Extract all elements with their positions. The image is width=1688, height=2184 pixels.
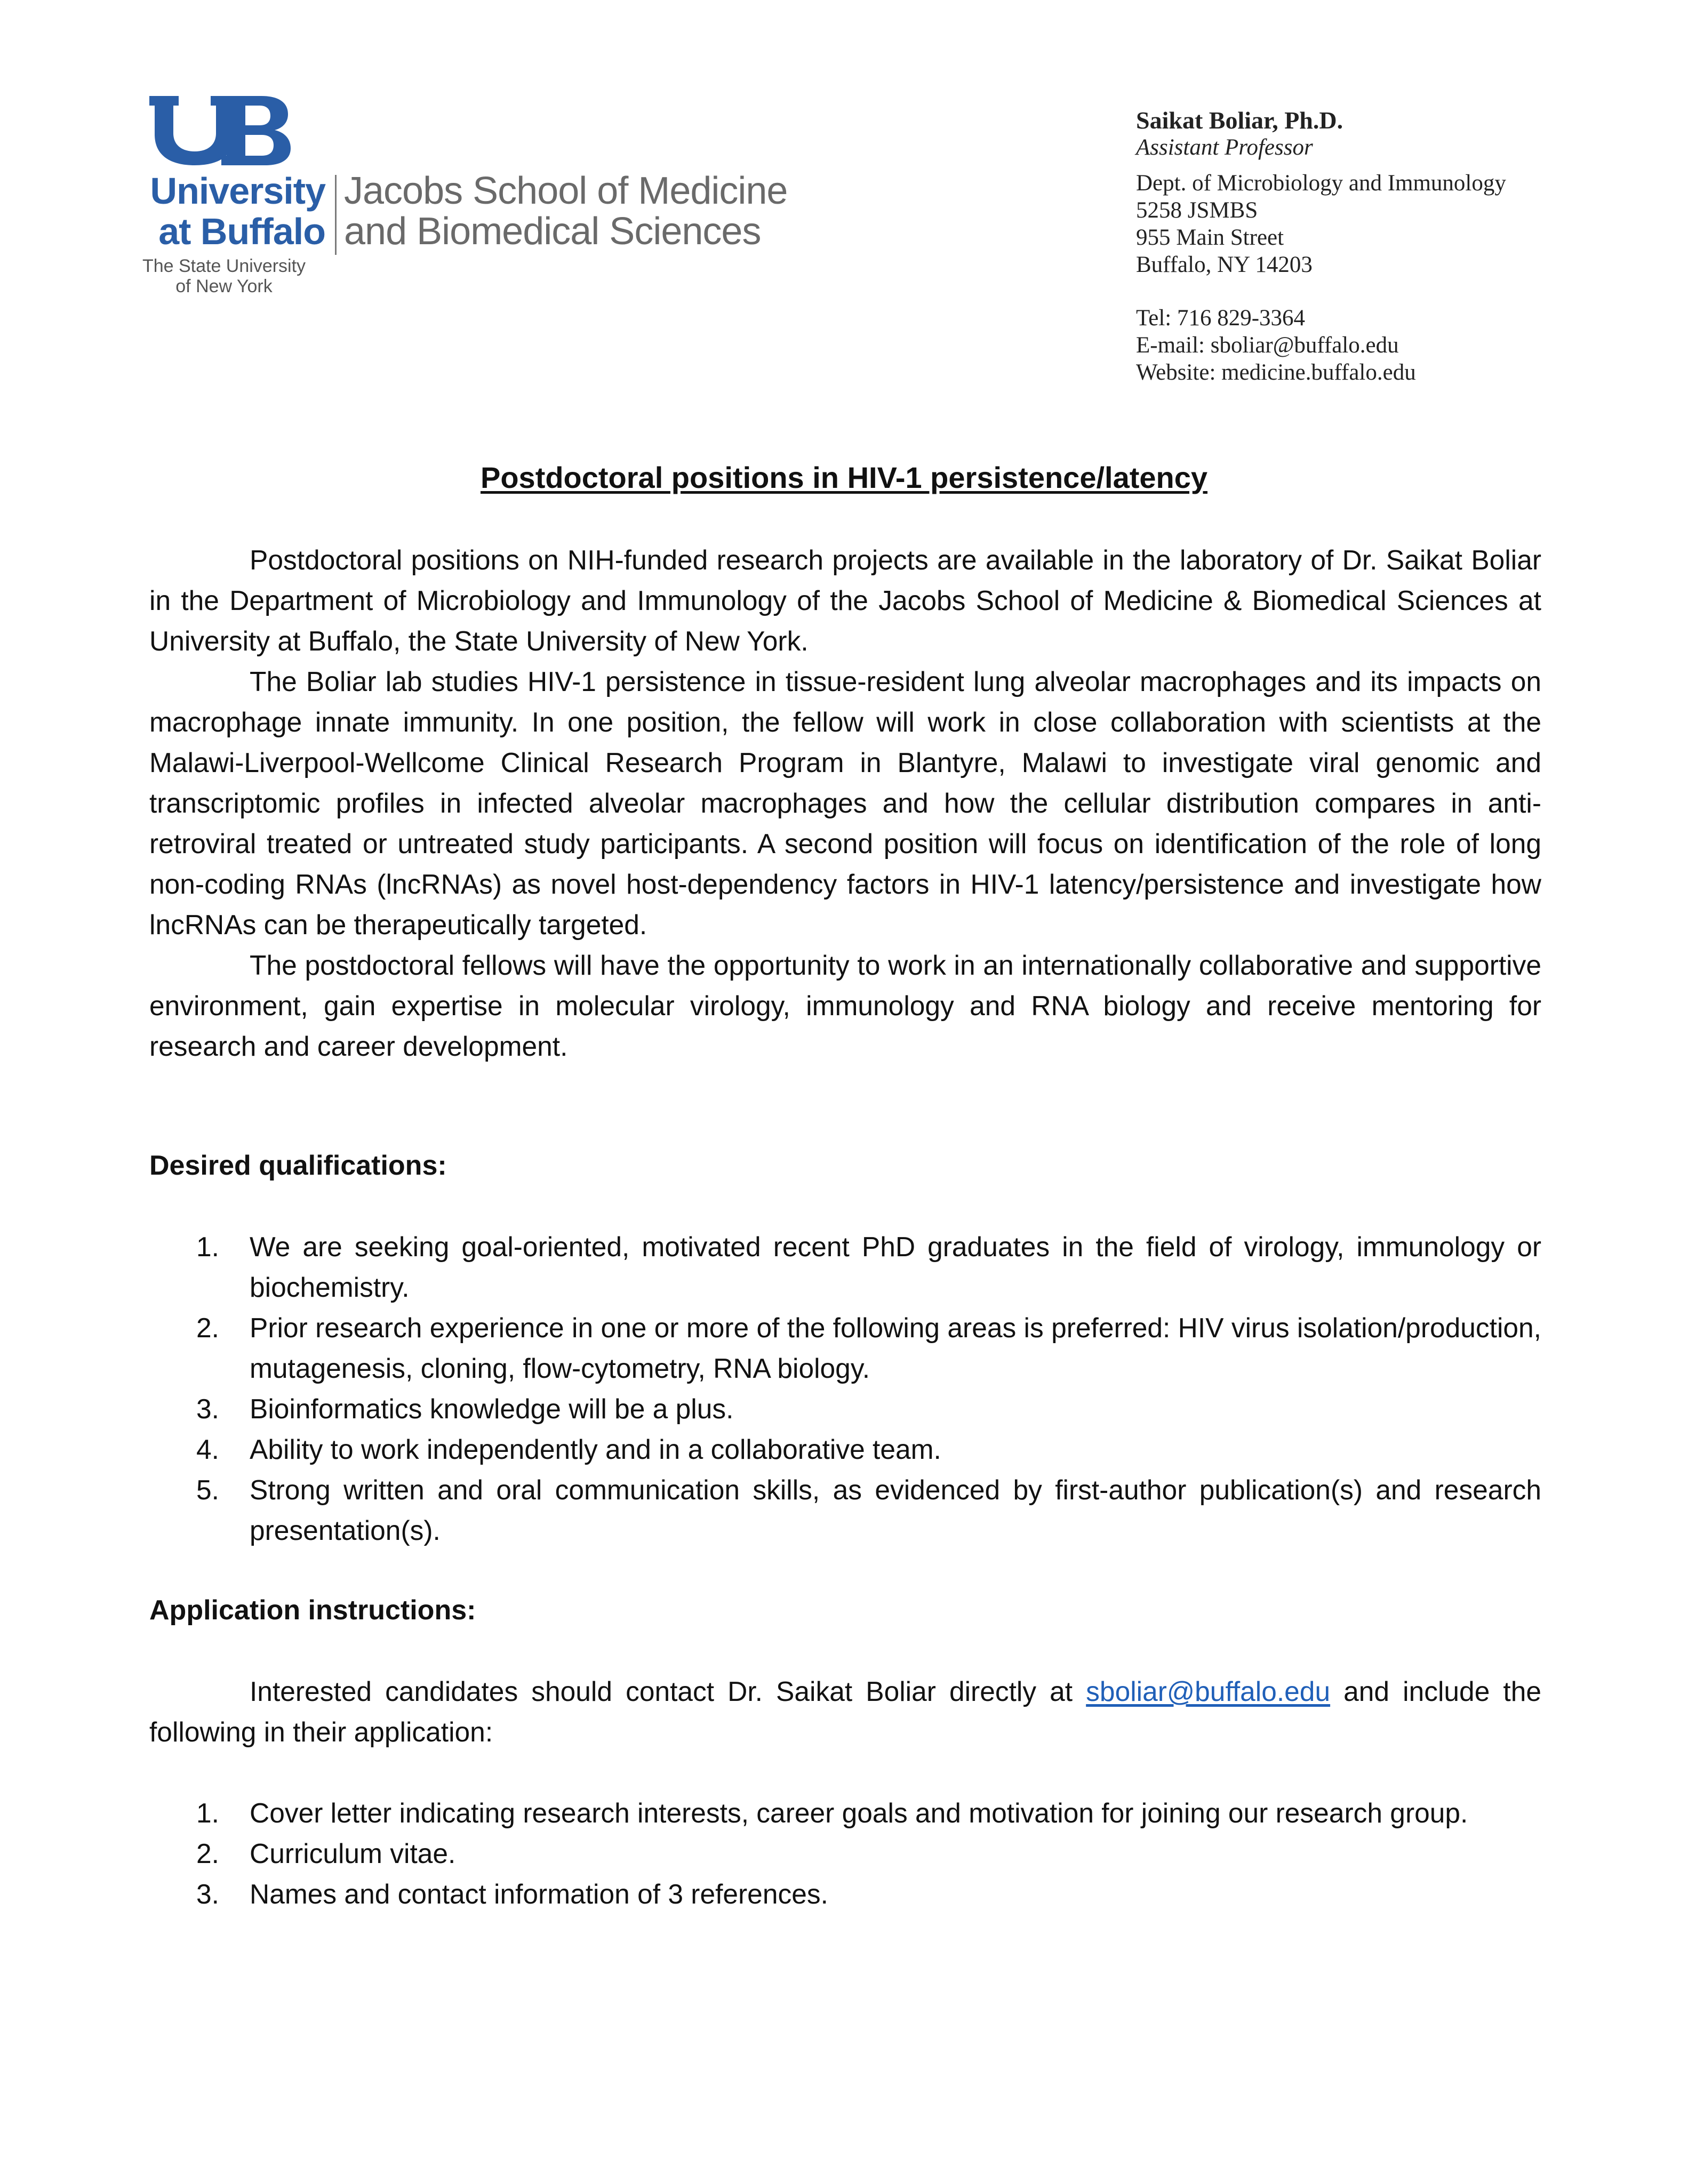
logo-line-2: at Buffalo <box>158 211 325 252</box>
list-item <box>149 1833 1541 1874</box>
application-item-text: Curriculum vitae. <box>250 1838 456 1869</box>
contact-room: 5258 JSMBS <box>1136 198 1258 223</box>
logo-line-1: University <box>150 170 325 212</box>
application-intro-section <box>149 1671 1541 1752</box>
qualification-text: We are seeking goal-oriented, motivated recent PhD graduates in the field of virology, immunology or biochemistry. <box>250 1231 1541 1303</box>
opportunity-paragraph: The postdoctoral fellows will have the opportunity to work in an internationally collaborative and supportive environment, gain expertise in molecular virology, immunology and RNA biology and receive mentoring for research and career development. <box>149 950 1541 1062</box>
application-intro <box>149 1671 1541 1752</box>
application-item-text: Cover letter indicating research interests, career goals and motivation for joining our research group. <box>250 1797 1468 1828</box>
list-number: 3. <box>196 1878 219 1909</box>
logo-school-line-2: and Biomedical Sciences <box>344 210 761 253</box>
list-item <box>149 1470 1541 1551</box>
logo-sub-line-2: of New York <box>175 276 273 296</box>
qualification-text: Ability to work independently and in a collaborative team. <box>250 1434 941 1465</box>
application-item-text: Names and contact information of 3 references. <box>250 1878 828 1909</box>
list-number: 1. <box>196 1797 219 1828</box>
contact-name: Saikat Boliar, Ph.D. <box>1136 107 1343 134</box>
contact-dept: Dept. of Microbiology and Immunology <box>1136 171 1506 196</box>
lab-description-paragraph: The Boliar lab studies HIV-1 persistence in tissue-resident lung alveolar macrophages and its impacts on macrophage innate immunity. In one position, the fellow will work in close collaboration with scientists at the Malawi-Liverpool-Wellcome Clinical Research Program in Blantyre, Malawi to investigate viral genomic and transcriptomic profiles in infected alveolar macrophages and how the cellular distribution compares in anti-retroviral treated or untreated study participants. A second position will focus on identification of the role of long non-coding RNAs (lncRNAs) as novel host-dependency factors in HIV-1 latency/persistence and investigate how lncRNAs can be therapeutically targeted. <box>149 666 1541 940</box>
logo-sub-line-1: The State University <box>142 256 306 276</box>
qualification-text: Strong written and oral communication skills, as evidenced by first-author publication(s) and research presentation(s). <box>250 1474 1541 1546</box>
application-heading: Application instructions: <box>149 1595 476 1626</box>
contact-tel: Tel: 716 829-3364 <box>1136 306 1306 331</box>
application-intro-after: and include the following in their application: <box>149 1676 1541 1747</box>
list-number: 1. <box>196 1231 219 1262</box>
list-item <box>149 1793 1541 1833</box>
contact-street: 955 Main Street <box>1136 225 1284 250</box>
list-number: 2. <box>196 1312 219 1343</box>
list-item <box>149 1226 1541 1307</box>
contact-email: E-mail: sboliar@buffalo.edu <box>1136 333 1399 358</box>
intro-paragraph: Postdoctoral positions on NIH-funded research projects are available in the laboratory of Dr. Saikat Boliar in the Department of Microbiology and Immunology of the Jacobs School of Medicine & Biomedical Sciences at University at Buffalo, the State University of New York. <box>149 544 1541 656</box>
ub-monogram-icon <box>147 96 291 165</box>
qualifications-heading: Desired qualifications: <box>149 1150 447 1181</box>
list-item <box>149 1429 1541 1470</box>
qualification-text: Prior research experience in one or more of the following areas is preferred: HIV virus isolation/production, mutagenesis, cloning, flow-cytometry, RNA biology. <box>250 1312 1541 1384</box>
list-number: 4. <box>196 1434 219 1465</box>
list-number: 5. <box>196 1474 219 1505</box>
list-item <box>149 1388 1541 1429</box>
email-link[interactable]: sboliar@buffalo.edu <box>1086 1676 1331 1707</box>
qualification-text: Bioinformatics knowledge will be a plus. <box>250 1393 734 1424</box>
contact-block <box>1136 107 1669 386</box>
university-logo <box>123 96 789 309</box>
list-item <box>149 1307 1541 1388</box>
intro-section <box>149 540 1541 1066</box>
contact-city: Buffalo, NY 14203 <box>1136 252 1313 277</box>
application-intro-before: Interested candidates should contact Dr. Saikat Boliar directly at <box>250 1676 1086 1707</box>
logo-school-name <box>344 171 787 252</box>
list-item <box>149 1874 1541 1914</box>
logo-subtitle <box>123 256 325 296</box>
list-number: 3. <box>196 1393 219 1424</box>
qualifications-list <box>149 1226 1541 1551</box>
logo-divider <box>335 175 337 255</box>
page-title: Postdoctoral positions in HIV-1 persistence/latency <box>480 461 1208 494</box>
logo-university-name <box>123 171 325 252</box>
application-list <box>149 1793 1541 1914</box>
contact-website: Website: medicine.buffalo.edu <box>1136 360 1416 385</box>
list-number: 2. <box>196 1838 219 1869</box>
contact-role: Assistant Professor <box>1136 135 1313 160</box>
logo-school-line-1: Jacobs School of Medicine <box>344 170 788 212</box>
